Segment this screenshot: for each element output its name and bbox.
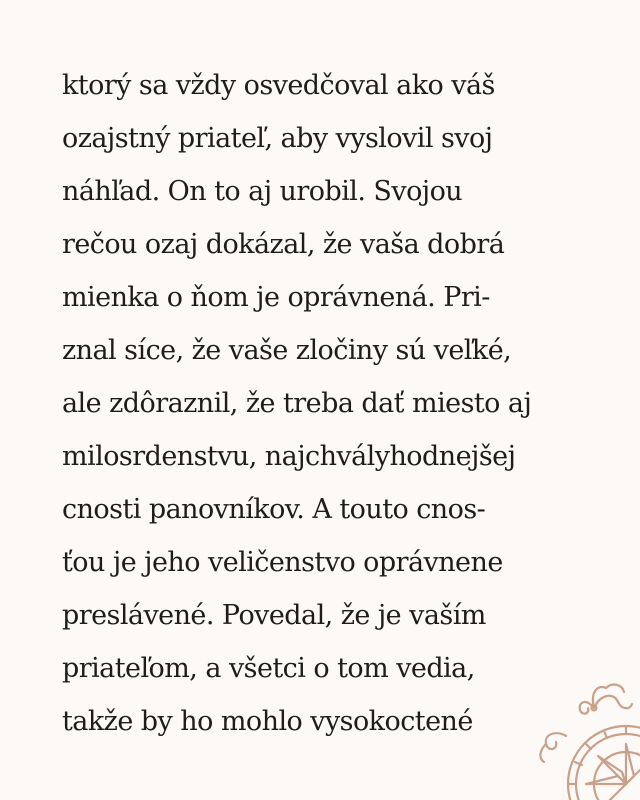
text-line: takže by ho mohlo vysokoctené [62,706,473,737]
compass-rose-icon [526,680,640,800]
text-line: mienka o ňom je oprávnená. Pri- [62,282,490,313]
text-line: ozajstný priateľ, aby vyslovil svoj [62,123,493,154]
text-line: náhľad. On to aj urobil. Svojou [62,176,463,207]
text-line: ťou je jeho veličenstvo oprávnene [62,547,503,578]
text-line: cnosti panovníkov. A touto cnos- [62,494,486,525]
text-line: znal síce, že vaše zločiny sú veľké, [62,335,512,366]
text-line: priateľom, a všetci o tom vedia, [62,653,475,684]
text-line: preslávené. Povedal, že je vaším [62,600,486,631]
text-line: ale zdôraznil, že treba dať miesto aj [62,388,532,419]
body-text [62,59,622,748]
text-line: rečou ozaj dokázal, že vaša dobrá [62,229,505,260]
text-line: milosrdenstvu, najchvályhodnejšej [62,441,516,472]
text-line: ktorý sa vždy osvedčoval ako váš [62,70,495,101]
